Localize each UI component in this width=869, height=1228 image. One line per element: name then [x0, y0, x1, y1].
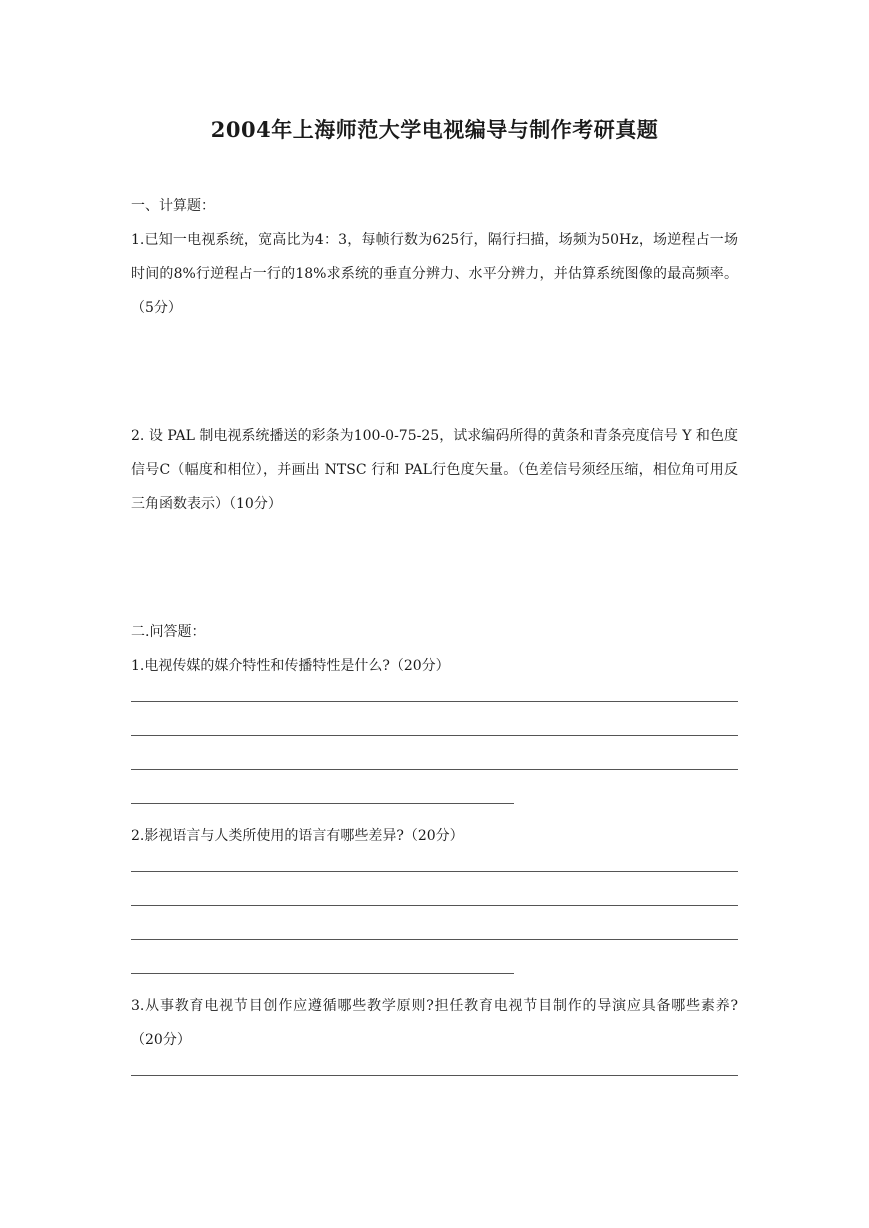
answer-line	[131, 1057, 738, 1091]
calc-question-2: 2. 设 PAL 制电视系统播送的彩条为100-0-75-25，试求编码所得的黄条和青条亮度信号 Y 和色度信号C（幅度和相位），并画出 NTSC 行和 PAL行色度矢量。（色差信号须经压缩，相位角可用反三角函数表示）（10分）	[131, 428, 738, 512]
answer-line	[131, 887, 738, 921]
section-heading-calculation: 一、计算题：	[131, 198, 215, 214]
essay-question-1: 1.电视传媒的媒介特性和传播特性是什么?（20分）	[131, 658, 450, 674]
document-body	[131, 189, 738, 1091]
answer-line	[131, 717, 738, 751]
answer-lines	[131, 853, 738, 989]
answer-space	[131, 325, 738, 419]
answer-line	[131, 751, 738, 785]
answer-line	[131, 785, 738, 819]
essay-question-2: 2.影视语言与人类所使用的语言有哪些差异?（20分）	[131, 828, 464, 844]
answer-line	[131, 853, 738, 887]
answer-line	[131, 955, 738, 989]
section-heading-essay: 二.问答题：	[131, 624, 206, 640]
answer-space	[131, 521, 738, 615]
answer-line	[131, 683, 738, 717]
answer-lines	[131, 683, 738, 819]
answer-lines	[131, 1057, 738, 1091]
essay-question-3: 3.从事教育电视节目创作应遵循哪些教学原则?担任教育电视节目制作的导演应具备哪些素养? （20分）	[131, 998, 738, 1048]
document-title: 2004年上海师范大学电视编导与制作考研真题	[210, 117, 659, 142]
calc-question-1: 1.已知一电视系统，宽高比为4：3，每帧行数为625行，隔行扫描，场频为50Hz，场逆程占一场时间的8%行逆程占一行的18%求系统的垂直分辨力、水平分辨力，并估算系统图像的最高频率。（5分）	[131, 232, 738, 316]
answer-line	[131, 921, 738, 955]
